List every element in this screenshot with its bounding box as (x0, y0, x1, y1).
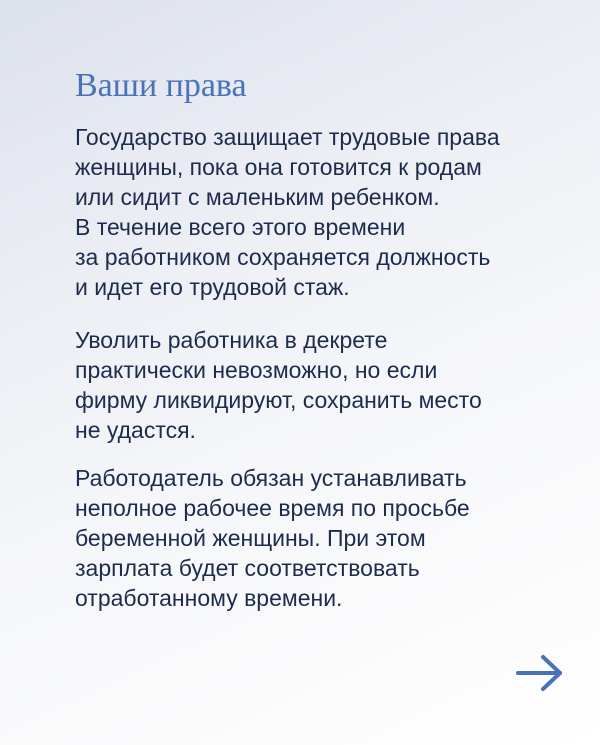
page-title: Ваши права (75, 67, 247, 104)
paragraph-dismissal: Уволить работника в декрете практически невозможно, но если фирму ликвидируют, сохранить место не удастся. (75, 327, 482, 443)
arrow-right-icon (515, 648, 565, 698)
paragraph-protection: Государство защищает трудовые права женщины, пока она готовится к родам или сидит с маленьким ребенком. В течение всего этого времени за работником сохраняется должность и идет его трудовой стаж. (75, 124, 500, 300)
next-button[interactable] (515, 648, 565, 698)
paragraph-part-time: Работодатель обязан устанавливать неполное рабочее время по просьбе беременной женщины. При этом зарплата будет соответствовать отработанному времени. (75, 465, 470, 611)
